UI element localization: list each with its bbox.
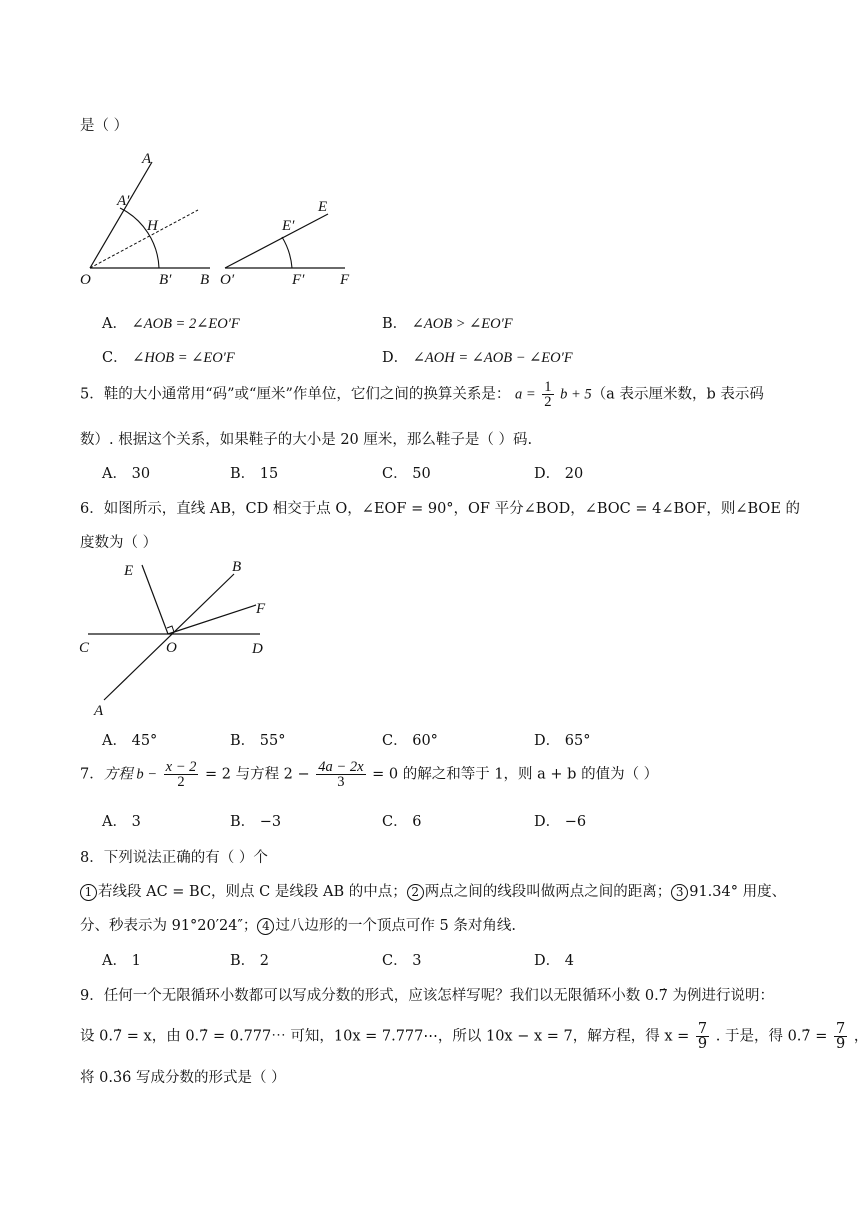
label-F: F <box>340 272 350 288</box>
label-C: C <box>79 640 90 656</box>
q8-line2: 1 若线段 AC = BC，则点 C 是线段 AB 的中点； 2 两点之间的线段叫做两点之间的距离； 3 91.34° 用度、 <box>80 880 786 901</box>
q7-option-b[interactable]: B． −3 <box>230 814 282 830</box>
q6-line1: 6．如图所示，直线 AB，CD 相交于点 O，∠EOF = 90°，OF 平分∠BOD，∠BOC = 4∠BOF，则∠BOE 的 <box>80 501 801 517</box>
q7-fraction-1: $\frac{x - 2}{2}$ <box>165 759 197 790</box>
label-B: B <box>232 559 242 575</box>
label-B-prime: B′ <box>159 272 172 288</box>
q4-right-angle <box>220 199 350 288</box>
q5-option-b[interactable]: B． 15 <box>230 466 279 482</box>
q8-option-d[interactable]: D． 4 <box>534 953 574 969</box>
q4-option-b[interactable]: B． ∠AOB > ∠EO′F <box>382 316 513 332</box>
q9-line3: 将 0.3̇6̇ 写成分数的形式是（ ） <box>80 1070 286 1086</box>
q9-line2: 设 0.7̇ = x，由 0.7̇ = 0.777⋯ 可知，10x = 7.777⋯，所以 10x − x = 7，解方程，得 x = $\frac{7}{9}$ . 于是，得 0.7̇ = $\frac{7}{9}$ ， <box>80 1021 868 1052</box>
q5-option-d[interactable]: D． 20 <box>534 466 584 482</box>
label-E-prime: E′ <box>282 218 295 234</box>
q7-option-c[interactable]: C． 6 <box>382 814 422 830</box>
q7-fraction-2: $\frac{4a - 2x}{3}$ <box>318 759 364 790</box>
q6-line2: 度数为（ ） <box>80 535 158 551</box>
q4-option-d[interactable]: D． ∠AOH = ∠AOB − ∠EO′F <box>382 350 573 366</box>
q6-option-d[interactable]: D． 65° <box>534 733 591 749</box>
q5-fraction: $\frac{1}{2}$ <box>544 379 552 410</box>
q6-option-b[interactable]: B． 55° <box>230 733 286 749</box>
q4-left-angle <box>80 151 210 288</box>
q8-option-a[interactable]: A． 1 <box>102 953 141 969</box>
q4-tail: 是（ ） <box>80 118 129 134</box>
label-A: A <box>94 703 104 719</box>
q5-line1: 5．鞋的大小通常用“码”或“厘米”作单位，它们之间的换算关系是： a = $\frac{1}{2}$ b + 5（a 表示厘米数，b 表示码 <box>80 379 764 410</box>
q8-line3: 分、秒表示为 91°20′24″； 4 过八边形的一个顶点可作 5 条对角线. <box>80 918 516 934</box>
label-O-prime: O′ <box>220 272 235 288</box>
label-O: O <box>80 272 91 288</box>
q6-option-a[interactable]: A． 45° <box>102 733 158 749</box>
label-F-prime: F′ <box>292 272 305 288</box>
q8-line1: 8．下列说法正确的有（ ）个 <box>80 850 268 866</box>
q8-option-c[interactable]: C． 3 <box>382 953 422 969</box>
q7-line1: 7．方程 b − $\frac{x - 2}{2}$ = 2 与方程 2 − $\frac{4a - 2x}{3}$ = 0 的解之和等于 1，则 a + b 的值为（ ） <box>80 759 659 790</box>
label-B: B <box>200 272 210 288</box>
label-D: D <box>252 641 263 657</box>
label-H: H <box>147 218 158 234</box>
q5-line2: 数）. 根据这个关系，如果鞋子的大小是 20 厘米，那么鞋子是（ ）码. <box>80 432 533 448</box>
label-F: F <box>256 601 266 617</box>
q4-option-c[interactable]: C． ∠HOB = ∠EO′F <box>102 350 235 366</box>
q6-option-c[interactable]: C． 60° <box>382 733 438 749</box>
q4-option-a[interactable]: A． ∠AOB = 2∠EO′F <box>102 316 240 332</box>
label-E: E <box>124 563 134 579</box>
label-E: E <box>318 199 328 215</box>
label-A-prime: A′ <box>117 193 130 209</box>
q6-figure <box>72 555 282 720</box>
q4-figure <box>70 148 370 293</box>
label-A: A <box>142 151 152 167</box>
q9-line1: 9．任何一个无限循环小数都可以写成分数的形式，应该怎样写呢？我们以无限循环小数 0.7̇ 为例进行说明： <box>80 988 775 1004</box>
q9-fraction-2: $\frac{7}{9}$ <box>836 1021 846 1052</box>
q5-option-c[interactable]: C． 50 <box>382 466 431 482</box>
q7-option-d[interactable]: D． −6 <box>534 814 587 830</box>
label-O: O <box>166 640 177 656</box>
q9-fraction-1: $\frac{7}{9}$ <box>697 1021 708 1052</box>
q8-option-b[interactable]: B． 2 <box>230 953 269 969</box>
q5-option-a[interactable]: A． 30 <box>102 466 151 482</box>
q7-option-a[interactable]: A． 3 <box>102 814 141 830</box>
